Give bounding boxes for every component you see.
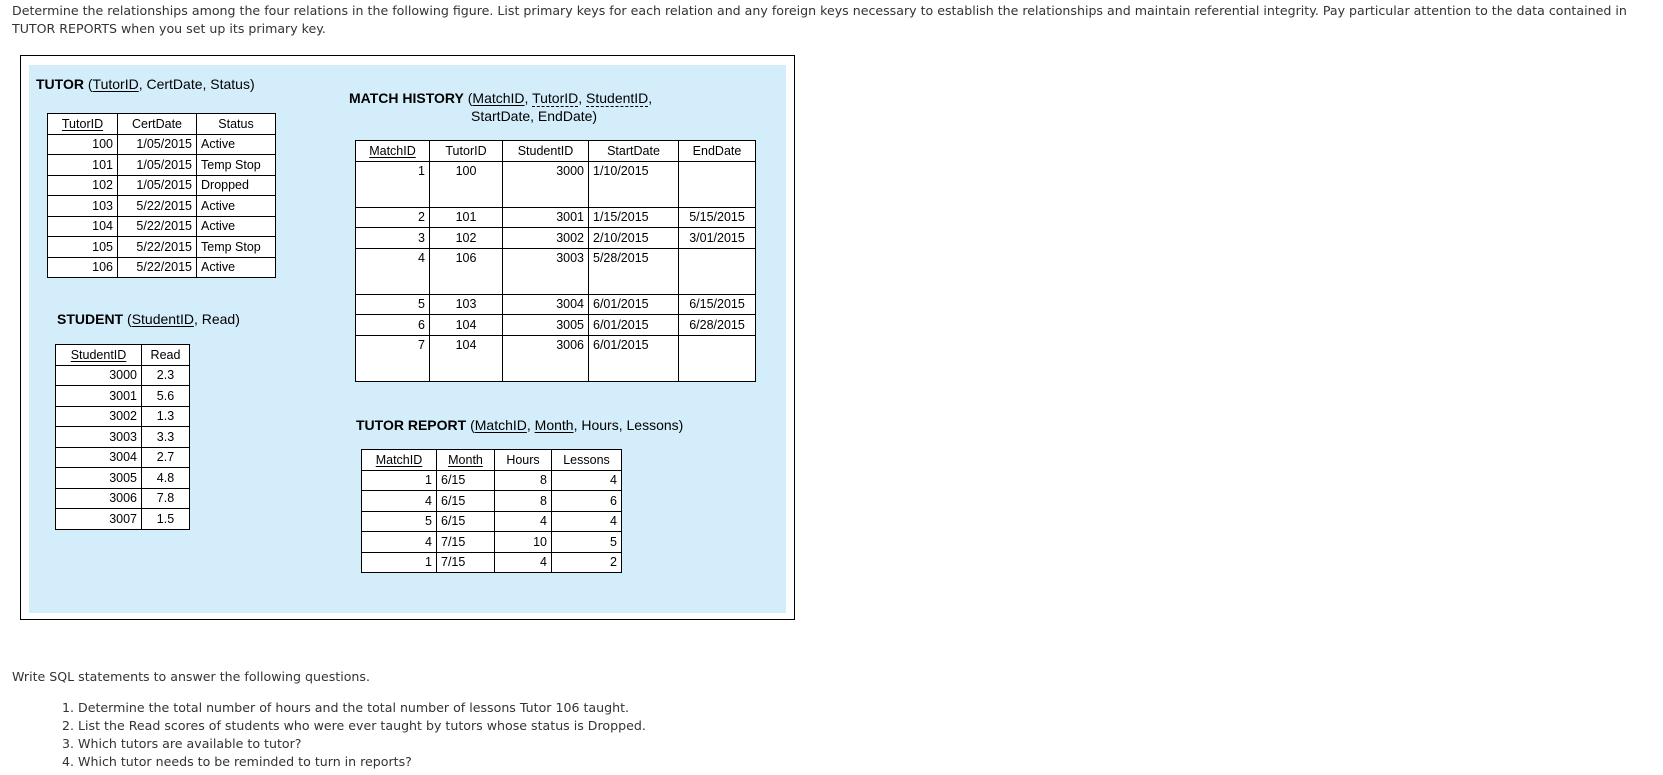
column-header: Read bbox=[142, 345, 190, 366]
table-header-row bbox=[56, 345, 190, 366]
table-row bbox=[362, 470, 622, 491]
table-row bbox=[356, 161, 756, 207]
cell bbox=[679, 248, 756, 294]
cell: Active bbox=[197, 216, 276, 237]
cell: 3003 bbox=[503, 248, 589, 294]
cell: 1.5 bbox=[142, 509, 190, 530]
cell: Active bbox=[197, 257, 276, 278]
cell: 1 bbox=[362, 470, 437, 491]
cell: 3.3 bbox=[142, 427, 190, 448]
table-header-row bbox=[356, 141, 756, 162]
column-header: Month bbox=[437, 450, 495, 471]
intro-text: Determine the relationships among the four relations in the following figure. List primary keys for each relation and any foreign keys necessary to establish the relationships and maintain referential integrity. Pay particular attention to the data contained in TUTOR REPORTS when you set up its primary key. bbox=[12, 3, 1627, 36]
cell: 3004 bbox=[503, 294, 589, 315]
match-history-fk-student: StudentID bbox=[586, 90, 649, 106]
table-row bbox=[356, 207, 756, 228]
cell bbox=[679, 161, 756, 207]
cell: 6 bbox=[552, 491, 622, 512]
cell: 1 bbox=[362, 552, 437, 573]
cell: 3003 bbox=[56, 427, 142, 448]
question-item: 2. List the Read scores of students who were ever taught by tutors whose status is Dropped. bbox=[62, 718, 646, 733]
cell: 1/05/2015 bbox=[118, 175, 197, 196]
table-row bbox=[48, 257, 276, 278]
relations-figure bbox=[20, 55, 795, 620]
column-header: TutorID bbox=[430, 141, 503, 162]
student-name: STUDENT bbox=[57, 311, 124, 327]
question-list bbox=[62, 699, 646, 771]
cell: 4 bbox=[362, 532, 437, 553]
match-history-pk: MatchID bbox=[472, 90, 525, 106]
question-item: 3. Which tutors are available to tutor? bbox=[62, 736, 302, 751]
tutor-pk: TutorID bbox=[92, 76, 139, 92]
cell: 7.8 bbox=[142, 488, 190, 509]
column-header: MatchID bbox=[356, 141, 430, 162]
cell: 3004 bbox=[56, 447, 142, 468]
cell: 8 bbox=[495, 491, 552, 512]
cell: 3005 bbox=[503, 315, 589, 336]
cell: 10 bbox=[495, 532, 552, 553]
cell: 6/28/2015 bbox=[679, 315, 756, 336]
cell: 3/01/2015 bbox=[679, 228, 756, 249]
column-header: CertDate bbox=[118, 114, 197, 135]
table-row bbox=[48, 134, 276, 155]
cell: 5 bbox=[552, 532, 622, 553]
cell: 5/15/2015 bbox=[679, 207, 756, 228]
column-header: EndDate bbox=[679, 141, 756, 162]
cell: 2 bbox=[552, 552, 622, 573]
cell: 102 bbox=[48, 175, 118, 196]
cell: 3005 bbox=[56, 468, 142, 489]
student-pk: StudentID bbox=[131, 311, 194, 327]
column-header: Status bbox=[197, 114, 276, 135]
column-header: StudentID bbox=[503, 141, 589, 162]
tutor-report-attrs: Hours, Lessons bbox=[581, 417, 679, 433]
cell: 4 bbox=[495, 552, 552, 573]
sql-instructions: Write SQL statements to answer the following questions. bbox=[12, 669, 370, 684]
cell: 1/05/2015 bbox=[118, 155, 197, 176]
cell: Active bbox=[197, 134, 276, 155]
student-table bbox=[55, 344, 190, 530]
table-row bbox=[356, 248, 756, 294]
column-header: TutorID bbox=[48, 114, 118, 135]
cell: 1/05/2015 bbox=[118, 134, 197, 155]
cell: 3007 bbox=[56, 509, 142, 530]
cell: Active bbox=[197, 196, 276, 217]
cell: 101 bbox=[48, 155, 118, 176]
cell: 104 bbox=[430, 315, 503, 336]
cell: 8 bbox=[495, 470, 552, 491]
table-row bbox=[56, 386, 190, 407]
cell: 2/10/2015 bbox=[589, 228, 679, 249]
cell: 7/15 bbox=[437, 532, 495, 553]
table-row bbox=[56, 488, 190, 509]
cell bbox=[679, 335, 756, 381]
table-row bbox=[356, 228, 756, 249]
question-item: 1. Determine the total number of hours and the total number of lessons Tutor 106 taught. bbox=[62, 700, 630, 715]
table-row bbox=[56, 406, 190, 427]
cell: 6/01/2015 bbox=[589, 294, 679, 315]
student-relation-title: STUDENT (StudentID, Read) bbox=[57, 311, 240, 327]
tutor-report-relation-title: TUTOR REPORT (MatchID, Month, Hours, Lessons) bbox=[356, 417, 684, 433]
cell: 4 bbox=[552, 470, 622, 491]
table-row bbox=[48, 175, 276, 196]
cell: 6/15 bbox=[437, 491, 495, 512]
cell: 3 bbox=[356, 228, 430, 249]
cell: 3000 bbox=[503, 161, 589, 207]
cell: 5/22/2015 bbox=[118, 257, 197, 278]
cell: 106 bbox=[48, 257, 118, 278]
cell: 104 bbox=[48, 216, 118, 237]
cell: 5/28/2015 bbox=[589, 248, 679, 294]
cell: 1/15/2015 bbox=[589, 207, 679, 228]
table-row bbox=[56, 427, 190, 448]
cell: 4 bbox=[356, 248, 430, 294]
cell: 1 bbox=[356, 161, 430, 207]
table-header-row bbox=[362, 450, 622, 471]
cell: 5 bbox=[362, 511, 437, 532]
table-row bbox=[56, 365, 190, 386]
cell: 7/15 bbox=[437, 552, 495, 573]
cell: 6/15 bbox=[437, 470, 495, 491]
tutor-report-pk-match: MatchID bbox=[474, 417, 527, 433]
cell: 103 bbox=[430, 294, 503, 315]
cell: 1/10/2015 bbox=[589, 161, 679, 207]
question-item: 4. Which tutor needs to be reminded to turn in reports? bbox=[62, 754, 412, 769]
cell: 6/15/2015 bbox=[679, 294, 756, 315]
cell: 103 bbox=[48, 196, 118, 217]
table-row bbox=[362, 491, 622, 512]
cell: 5/22/2015 bbox=[118, 196, 197, 217]
table-row bbox=[56, 447, 190, 468]
table-row bbox=[356, 315, 756, 336]
cell: 4 bbox=[552, 511, 622, 532]
cell: 104 bbox=[430, 335, 503, 381]
cell: 6 bbox=[356, 315, 430, 336]
cell: 105 bbox=[48, 237, 118, 258]
cell: 1.3 bbox=[142, 406, 190, 427]
cell: 4 bbox=[495, 511, 552, 532]
cell: 2.3 bbox=[142, 365, 190, 386]
match-history-relation-title: MATCH HISTORY (MatchID, TutorID, StudentID, bbox=[349, 90, 653, 106]
table-row bbox=[48, 237, 276, 258]
match-history-name: MATCH HISTORY bbox=[349, 90, 464, 106]
table-row bbox=[48, 196, 276, 217]
cell: 102 bbox=[430, 228, 503, 249]
cell: 3002 bbox=[56, 406, 142, 427]
cell: 3006 bbox=[56, 488, 142, 509]
table-row bbox=[56, 509, 190, 530]
column-header: StudentID bbox=[56, 345, 142, 366]
tutor-report-pk-month: Month bbox=[534, 417, 574, 433]
figure-panel bbox=[29, 65, 786, 613]
table-row bbox=[48, 216, 276, 237]
cell: 5.6 bbox=[142, 386, 190, 407]
cell: 5/22/2015 bbox=[118, 237, 197, 258]
cell: 3001 bbox=[503, 207, 589, 228]
cell: 101 bbox=[430, 207, 503, 228]
cell: Temp Stop bbox=[197, 237, 276, 258]
cell: 100 bbox=[430, 161, 503, 207]
tutor-table bbox=[47, 113, 276, 278]
match-history-attrs: StartDate, EndDate bbox=[471, 108, 593, 124]
table-row bbox=[356, 335, 756, 381]
cell: Temp Stop bbox=[197, 155, 276, 176]
cell: 106 bbox=[430, 248, 503, 294]
table-row bbox=[362, 552, 622, 573]
tutor-report-table bbox=[361, 449, 622, 573]
cell: Dropped bbox=[197, 175, 276, 196]
tutor-name: TUTOR bbox=[36, 76, 84, 92]
cell: 5/22/2015 bbox=[118, 216, 197, 237]
match-history-title-line2: StartDate, EndDate) bbox=[471, 108, 598, 124]
column-header: Lessons bbox=[552, 450, 622, 471]
cell: 3001 bbox=[56, 386, 142, 407]
cell: 7 bbox=[356, 335, 430, 381]
table-row bbox=[48, 155, 276, 176]
table-row bbox=[56, 468, 190, 489]
table-row bbox=[362, 532, 622, 553]
tutor-attrs: CertDate, Status bbox=[146, 76, 250, 92]
column-header: StartDate bbox=[589, 141, 679, 162]
cell: 2.7 bbox=[142, 447, 190, 468]
cell: 3000 bbox=[56, 365, 142, 386]
table-row bbox=[356, 294, 756, 315]
match-history-table bbox=[355, 140, 756, 382]
tutor-relation-title: TUTOR (TutorID, CertDate, Status) bbox=[36, 76, 255, 92]
column-header: MatchID bbox=[362, 450, 437, 471]
table-row bbox=[362, 511, 622, 532]
cell: 6/15 bbox=[437, 511, 495, 532]
student-attrs: Read bbox=[201, 311, 236, 327]
cell: 6/01/2015 bbox=[589, 335, 679, 381]
cell: 3002 bbox=[503, 228, 589, 249]
cell: 2 bbox=[356, 207, 430, 228]
match-history-fk-tutor: TutorID bbox=[532, 90, 579, 106]
cell: 100 bbox=[48, 134, 118, 155]
cell: 4 bbox=[362, 491, 437, 512]
cell: 3006 bbox=[503, 335, 589, 381]
cell: 5 bbox=[356, 294, 430, 315]
cell: 6/01/2015 bbox=[589, 315, 679, 336]
column-header: Hours bbox=[495, 450, 552, 471]
table-header-row bbox=[48, 114, 276, 135]
tutor-report-name: TUTOR REPORT bbox=[356, 417, 467, 433]
cell: 4.8 bbox=[142, 468, 190, 489]
